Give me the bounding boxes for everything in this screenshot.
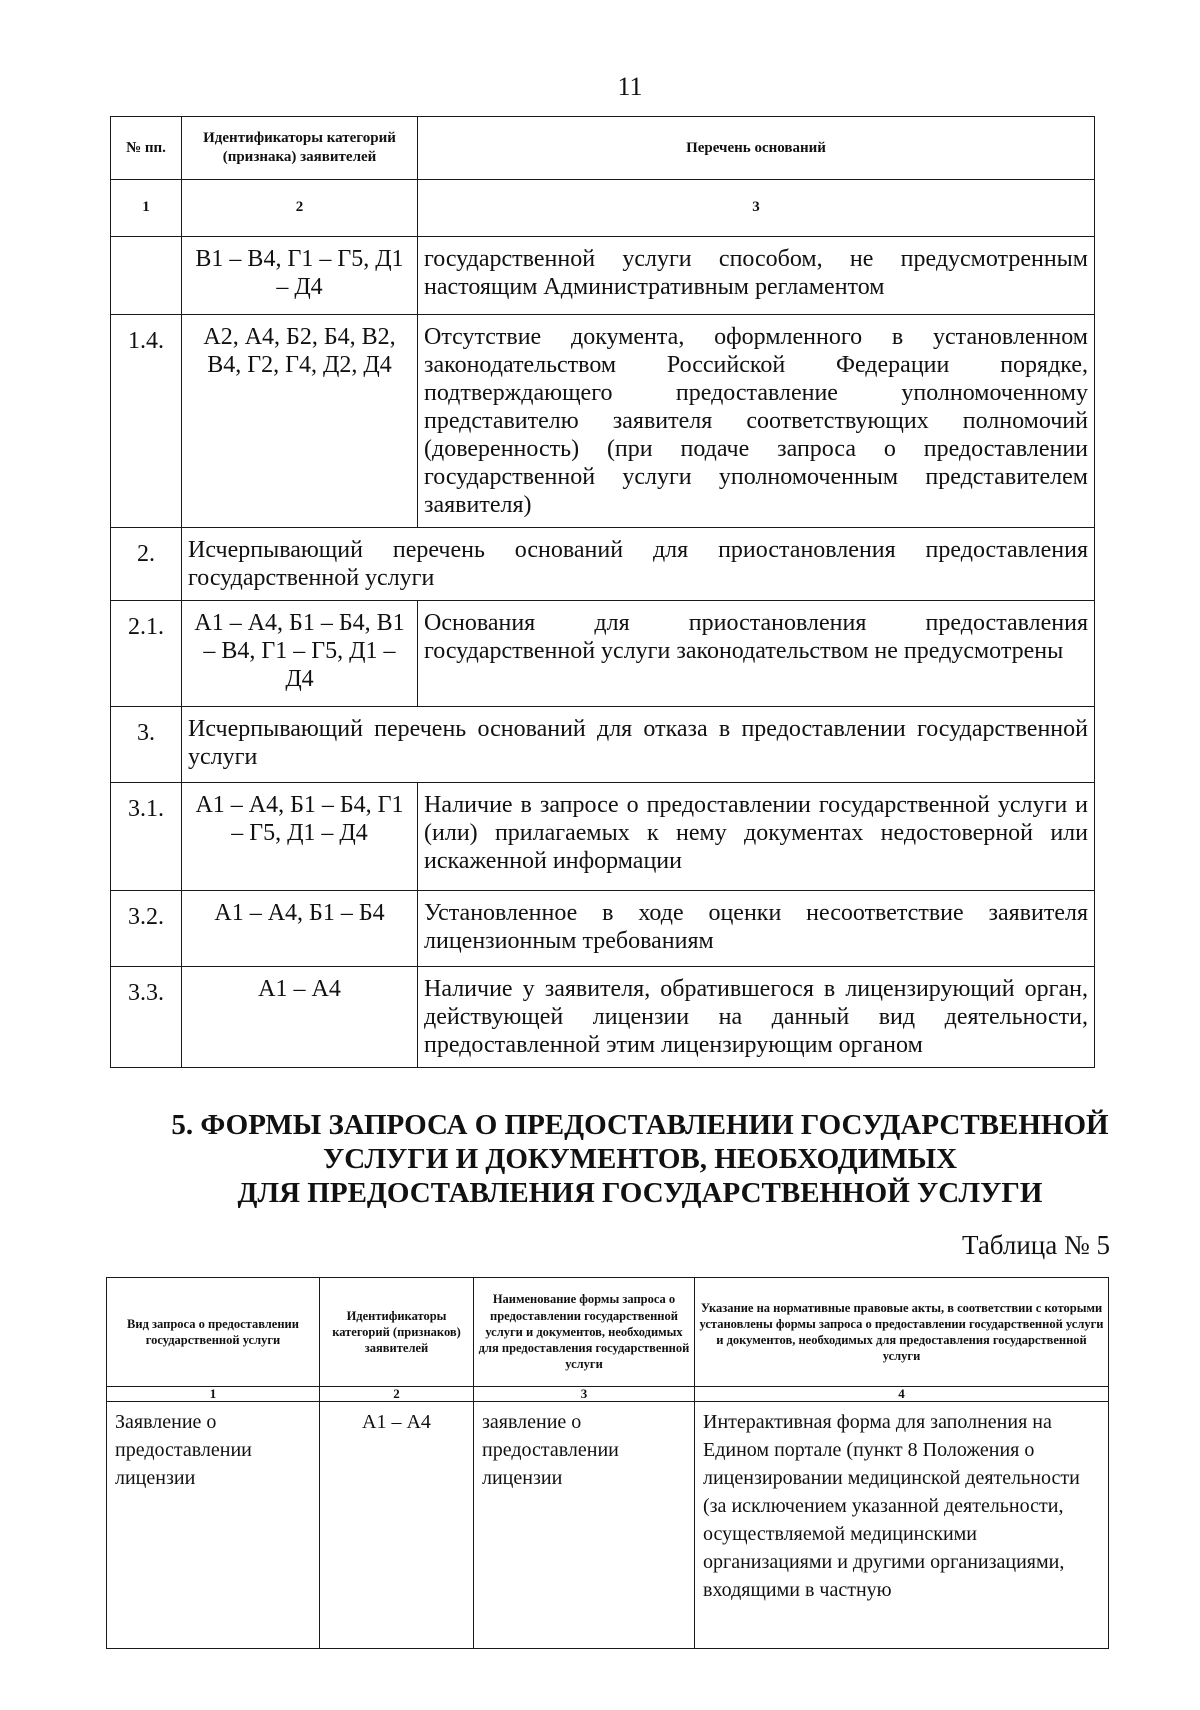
table-header-row: [111, 117, 1095, 180]
row-ids: В1 – В4, Г1 – Г5, Д1 – Д4: [182, 237, 418, 315]
table-header-row: [107, 1278, 1109, 1387]
row-ids: А1 – А4: [320, 1402, 474, 1649]
row-text: Наличие в запросе о предоставлении государственной услуги и (или) прилагаемых к нему документах недостоверной или искаженной информации: [418, 783, 1095, 891]
row-number: 2.: [111, 528, 182, 601]
row-number: 3.3.: [111, 967, 182, 1068]
column-number-row: [107, 1387, 1109, 1402]
table-row: [111, 601, 1095, 707]
row-number: 2.1.: [111, 601, 182, 707]
header-grounds: Перечень оснований: [418, 117, 1095, 180]
table-row: [111, 783, 1095, 891]
row-text: Основания для приостановления предоставления государственной услуги законодательством не предусмотрены: [418, 601, 1095, 707]
column-number: 3: [418, 180, 1095, 237]
section-heading-row: [111, 528, 1095, 601]
row-ids: А1 – А4, Б1 – Б4, В1 – В4, Г1 – Г5, Д1 – Д4: [182, 601, 418, 707]
row-number: 1.4.: [111, 315, 182, 528]
header-ids: Идентификаторы категорий (признаков) заявителей: [320, 1278, 474, 1387]
table-row: [111, 237, 1095, 315]
header-form-name: Наименование формы запроса о предоставлении государственной услуги и документов, необходимых для предоставления государственной услуги: [474, 1278, 695, 1387]
column-number: 2: [182, 180, 418, 237]
table-row: [107, 1402, 1109, 1649]
row-text: Установленное в ходе оценки несоответствие заявителя лицензионным требованиям: [418, 891, 1095, 967]
table-row: [111, 891, 1095, 967]
column-number: 1: [107, 1387, 320, 1402]
section-heading: Исчерпывающий перечень оснований для отказа в предоставлении государственной услуги: [182, 707, 1095, 783]
section-heading-row: [111, 707, 1095, 783]
header-request-kind: Вид запроса о предоставлении государственной услуги: [107, 1278, 320, 1387]
page-number: 11: [617, 72, 643, 101]
row-ids: А1 – А4: [182, 967, 418, 1068]
header-ids: Идентификаторы категорий (признака) заявителей: [182, 117, 418, 180]
row-number: 3.: [111, 707, 182, 783]
column-number: 1: [111, 180, 182, 237]
column-number: 2: [320, 1387, 474, 1402]
column-number: 3: [474, 1387, 695, 1402]
row-number: 3.2.: [111, 891, 182, 967]
table-label: Таблица № 5: [962, 1230, 1110, 1260]
table-row: [111, 967, 1095, 1068]
section-heading: Исчерпывающий перечень оснований для приостановления предоставления государственной услуги: [182, 528, 1095, 601]
row-ids: А1 – А4, Б1 – Б4, Г1 – Г5, Д1 – Д4: [182, 783, 418, 891]
section-title-line: 5. ФОРМЫ ЗАПРОСА О ПРЕДОСТАВЛЕНИИ ГОСУДАРСТВЕННОЙ: [171, 1109, 1109, 1141]
row-legal-acts: Интерактивная форма для заполнения на Едином портале (пункт 8 Положения о лицензировании медицинской деятельности (за исключением указанной деятельности, осуществляемой медицинскими организациями и другими организациями, входящими в частную: [695, 1402, 1109, 1649]
column-number: 4: [695, 1387, 1109, 1402]
row-form-name: заявление о предоставлении лицензии: [474, 1402, 695, 1649]
header-legal-acts: Указание на нормативные правовые акты, в соответствии с которыми установлены формы запроса о предоставлении государственной услуги и документов, необходимых для предоставления государственной услуги: [695, 1278, 1109, 1387]
grounds-table: [110, 116, 1095, 1068]
section-title-line: ДЛЯ ПРЕДОСТАВЛЕНИЯ ГОСУДАРСТВЕННОЙ УСЛУГИ: [237, 1177, 1043, 1209]
request-forms-table: [106, 1277, 1109, 1649]
table-row: [111, 315, 1095, 528]
row-number: 3.1.: [111, 783, 182, 891]
section-title: [140, 1108, 1140, 1210]
row-text: государственной услуги способом, не предусмотренным настоящим Административным регламентом: [418, 237, 1095, 315]
row-text: Наличие у заявителя, обратившегося в лицензирующий орган, действующей лицензии на данный вид деятельности, предоставленной этим лицензирующим органом: [418, 967, 1095, 1068]
row-text: Отсутствие документа, оформленного в установленном законодательством Российской Федерации порядке, подтверждающего предоставление уполномоченному представителю заявителя соответствующих полномочий (доверенность) (при подаче запроса о предоставлении государственной услуги уполномоченным представителем заявителя): [418, 315, 1095, 528]
row-ids: А1 – А4, Б1 – Б4: [182, 891, 418, 967]
row-ids: А2, А4, Б2, Б4, В2, В4, Г2, Г4, Д2, Д4: [182, 315, 418, 528]
row-number: [111, 237, 182, 315]
row-request-kind: Заявление о предоставлении лицензии: [107, 1402, 320, 1649]
section-title-line: УСЛУГИ И ДОКУМЕНТОВ, НЕОБХОДИМЫХ: [322, 1143, 958, 1175]
header-number: № пп.: [111, 117, 182, 180]
column-number-row: [111, 180, 1095, 237]
